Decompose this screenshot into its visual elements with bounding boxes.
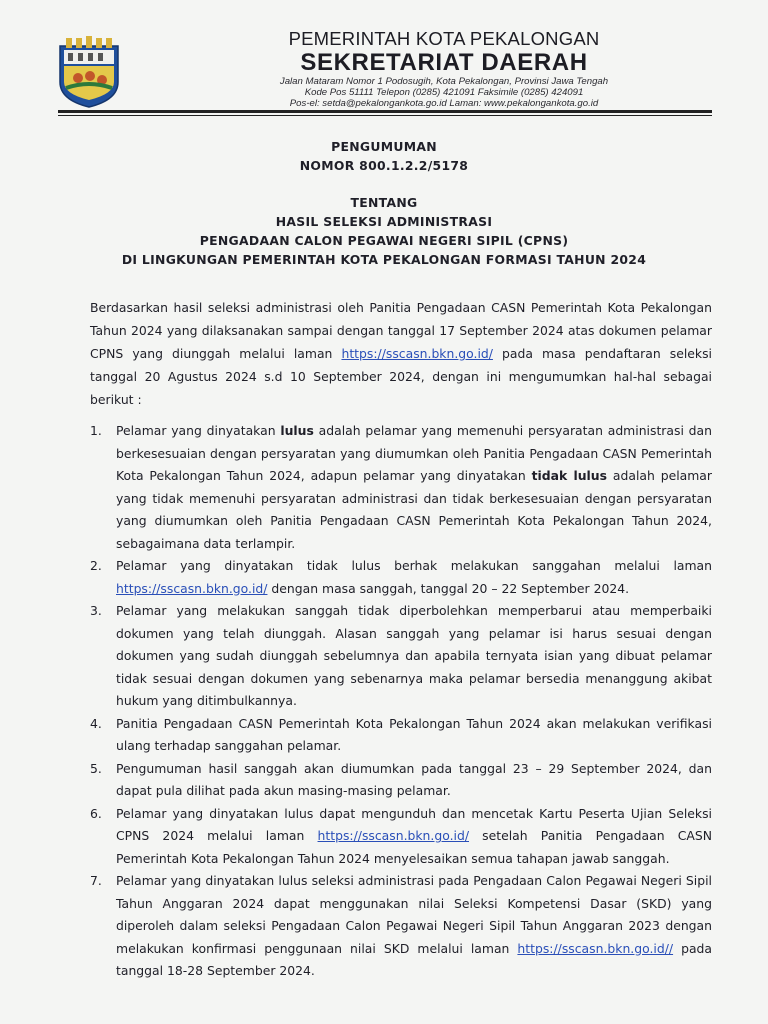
address-line-1: Jalan Mataram Nomor 1 Podosugih, Kota Pekalongan, Provinsi Jawa Tengah — [279, 76, 609, 87]
letterhead — [56, 28, 712, 116]
sscasn-link[interactable]: https://sscasn.bkn.go.id// — [517, 940, 674, 956]
announcement-number: NOMOR 800.1.2.2/5178 — [299, 158, 469, 173]
item-text: Pelamar yang dinyatakan lulus seleksi administrasi pada Pengadaan Calon Pegawai Negeri Sipil Tahun Anggaran 2024 dapat menggunakan nilai Seleksi Kompetensi Dasar (SKD) yang diperoleh dalam seleksi Pengadaan Calon Pegawai Negeri Sipil Tahun Anggaran 2023 dengan melakukan konfirmasi penggunaan nilai SKD melalui laman — [116, 873, 712, 956]
list-item — [90, 758, 712, 803]
intro-paragraph — [90, 296, 712, 411]
government-name: PEMERINTAH KOTA PEKALONGAN — [288, 28, 600, 49]
list-item — [90, 600, 712, 713]
office-name: SEKRETARIAT DAERAH — [300, 49, 588, 76]
list-item-number: 4. — [90, 715, 102, 731]
subject-line-3: DI LINGKUNGAN PEMERINTAH KOTA PEKALONGAN FORMASI TAHUN 2024 — [121, 252, 647, 267]
item-text: Pelamar yang dinyatakan tidak lulus berhak melakukan sanggahan melalui laman — [116, 558, 712, 573]
announcement-heading — [56, 137, 712, 175]
list-item-number: 5. — [90, 760, 102, 776]
list-item-number: 6. — [90, 805, 102, 821]
item-bold-lulus: lulus — [280, 423, 314, 438]
list-item — [90, 803, 712, 871]
subject-heading — [56, 193, 712, 269]
address-line-2: Kode Pos 51111 Telepon (0285) 421091 Faksimile (0285) 424091 — [304, 87, 584, 98]
subject-line-2: PENGADAAN CALON PEGAWAI NEGERI SIPIL (CPNS) — [199, 233, 569, 248]
item-text: Pelamar yang melakukan sanggah tidak diperbolehkan memperbarui atau memperbaiki dokumen yang telah diunggah. Alasan sanggah yang pelamar isi harus sesuai dengan dokumen yang sudah diunggah sebelumnya dan apabila ternyata isian yang dibuat pelamar tidak sesuai dengan dokumen yang sebenarnya maka pelamar bersedia menanggung akibat hukum yang ditimbulkannya. — [116, 603, 712, 708]
list-item-number: 7. — [90, 873, 102, 888]
list-item — [90, 870, 712, 983]
announcement-title: PENGUMUMAN — [331, 139, 437, 154]
city-emblem-logo — [56, 36, 122, 108]
list-item — [90, 713, 712, 758]
item-text: dengan masa sanggah, tanggal 20 – 22 September 2024. — [267, 580, 630, 596]
item-text: pada tanggal 18-28 September 2024. — [116, 940, 712, 978]
item-text: Panitia Pengadaan CASN Pemerintah Kota Pekalongan Tahun 2024 akan melakukan verifikasi ulang terhadap sanggahan pelamar. — [116, 715, 712, 753]
list-item-number: 2. — [90, 558, 102, 573]
letterhead-rule-thin — [58, 115, 712, 116]
intro-text-part2: pada masa pendaftaran seleksi tanggal 20 Agustus 2024 s.d 10 September 2024, dengan ini mengumumkan hal-hal sebagai berikut : — [90, 346, 712, 407]
sscasn-link[interactable]: https://sscasn.bkn.go.id/ — [341, 346, 493, 361]
item-text: Pengumuman hasil sanggah akan diumumkan pada tanggal 23 – 29 September 2024, dan dapat pula dilihat pada akun masing-masing pelamar. — [116, 760, 712, 798]
announcement-list — [90, 420, 712, 983]
item-text: adalah pelamar yang memenuhi persyaratan administrasi dan berkesesuaian dengan persyaratan yang diumumkan oleh Panitia Pengadaan CASN Pemerintah Kota Pekalongan Tahun 2024, adapun pelamar yang dinyatakan — [116, 423, 712, 483]
intro-text-part1: Berdasarkan hasil seleksi administrasi oleh Panitia Pengadaan CASN Pemerintah Kota Pekalongan Tahun 2024 yang dilaksanakan sampai dengan tanggal 17 September 2024 atas dokumen pelamar CPNS yang diunggah melalui laman — [90, 300, 712, 361]
letterhead-text — [176, 28, 712, 109]
subject-line-1: HASIL SELEKSI ADMINISTRASI — [275, 214, 493, 229]
item-text: setelah Panitia Pengadaan CASN Pemerintah Kota Pekalongan Tahun 2024 menyelesaikan semua tahapan jawab sanggah. — [116, 828, 712, 866]
item-text: Pelamar yang dinyatakan lulus dapat mengunduh dan mencetak Kartu Peserta Ujian Seleksi CPNS 2024 melalui laman — [116, 805, 712, 843]
address-line-3: Pos-el: setda@pekalongankota.go.id Laman: www.pekalongankota.go.id — [289, 98, 599, 109]
list-item-number: 1. — [90, 423, 102, 438]
list-item — [90, 420, 712, 555]
sscasn-link[interactable]: https://sscasn.bkn.go.id/ — [317, 828, 469, 843]
about-label: TENTANG — [350, 195, 418, 210]
list-item-number: 3. — [90, 603, 102, 618]
item-text: adalah pelamar yang tidak memenuhi persyaratan administrasi dan tidak berkesesuaian dengan persyaratan yang diumumkan oleh Panitia Pengadaan CASN Pemerintah Kota Pekalongan Tahun 2024, sebagaimana data terlampir. — [116, 468, 712, 551]
sscasn-link[interactable]: https://sscasn.bkn.go.id/ — [116, 580, 268, 596]
list-item — [90, 555, 712, 600]
item-bold-tidak-lulus: tidak lulus — [531, 468, 608, 483]
item-text: Pelamar yang dinyatakan — [116, 423, 281, 438]
letterhead-rule-thick — [58, 110, 712, 113]
